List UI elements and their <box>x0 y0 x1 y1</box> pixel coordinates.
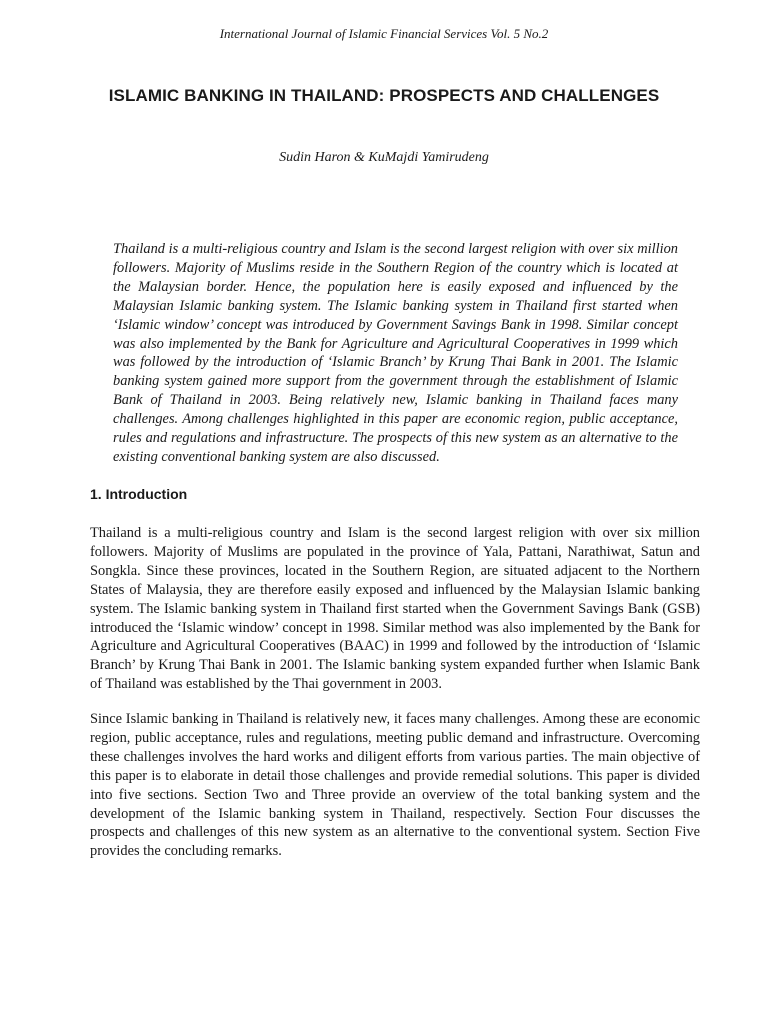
abstract: Thailand is a multi-religious country and Islam is the second largest religion with over six million followers. Majority of Muslims reside in the Southern Region of the country which is located at the Malaysian border. Hence, the population here is easily exposed and influenced by the Malaysian Islamic banking system. The Islamic banking system in Thailand first started when ‘Islamic window’ concept was introduced by Government Savings Bank in 1998. Similar concept was also implemented by the Bank for Agriculture and Agricultural Cooperatives in 1999 which was followed by the introduction of ‘Islamic Branch’ by Krung Thai Bank in 2001. The Islamic banking system gained more support from the government through the establishment of Islamic Bank of Thailand in 2003. Being relatively new, Islamic banking in Thailand faces many challenges. Among challenges highlighted in this paper are economic region, public acceptance, rules and regulations and infrastructure. The prospects of this new system as an alternative to the existing conventional banking system are also discussed. <box>113 241 678 465</box>
article-title: ISLAMIC BANKING IN THAILAND: PROSPECTS AND CHALLENGES <box>108 86 660 105</box>
journal-header: International Journal of Islamic Financial Services Vol. 5 No.2 <box>219 26 549 41</box>
introduction-paragraph-1: Thailand is a multi-religious country and Islam is the second largest religion with over six million followers. Majority of Muslims are populated in the province of Yala, Pattani, Narathiwat, Satun and Songkla. Since these provinces, located in the Southern Region, are situated adjacent to the Northern States of Malaysia, they are therefore easily exposed and influenced by the Malaysian Islamic banking system. The Islamic banking system in Thailand first started when the Government Savings Bank (GSB) introduced the ‘Islamic window’ concept in 1998. Similar method was also implemented by the Bank for Agriculture and Agricultural Cooperatives (BAAC) in 1999 and followed by the introduction of ‘Islamic Branch’ by Krung Thai Bank in 2001. The Islamic banking system expanded further when Islamic Bank of Thailand was established by the Thai government in 2003. <box>90 525 700 693</box>
article-authors: Sudin Haron & KuMajdi Yamirudeng <box>279 150 489 165</box>
introduction-paragraph-2: Since Islamic banking in Thailand is relatively new, it faces many challenges. Among these are economic region, public acceptance, rules and regulations, meeting public demand and infrastructure. Overcoming these challenges involves the hard works and diligent efforts from various parties. The main objective of this paper is to elaborate in detail those challenges and provide remedial solutions. This paper is divided into five sections. Section Two and Three provide an overview of the total banking system and the development of the Islamic banking system in Thailand, respectively. Section Four discusses the prospects and challenges of this new system as an alternative to the conventional system. Section Five provides the concluding remarks. <box>90 711 700 860</box>
section-heading-introduction: 1. Introduction <box>90 486 188 502</box>
